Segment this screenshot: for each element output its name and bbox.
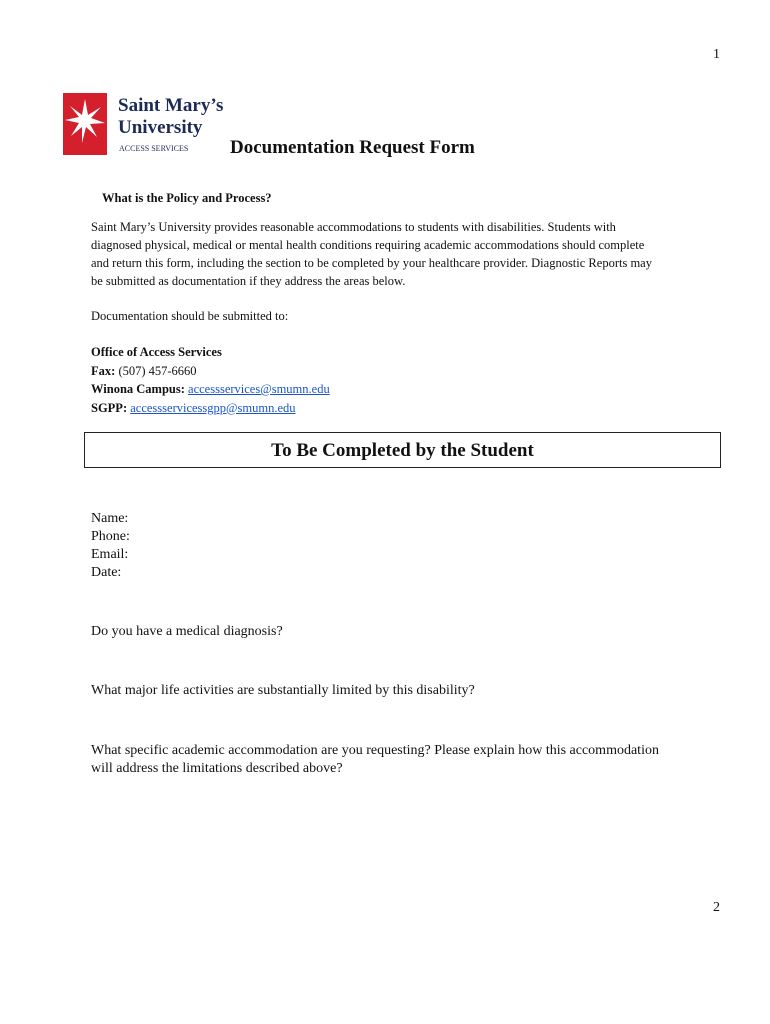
- intro-line: Saint Mary’s University provides reasonable accommodations to students with disabilities. Students with: [91, 220, 616, 234]
- policy-heading: What is the Policy and Process?: [102, 191, 272, 205]
- page-number-bottom: 2: [713, 900, 720, 915]
- email-field-label: Email:: [91, 547, 129, 562]
- fax-label: Fax:: [91, 363, 116, 378]
- winona-label: Winona Campus:: [91, 382, 185, 396]
- page-number-top: 1: [713, 47, 720, 62]
- logo-line-2: University: [118, 117, 203, 138]
- student-section-title: To Be Completed by the Student: [271, 440, 534, 461]
- university-logo: [63, 93, 223, 157]
- question-accommodation-line: What specific academic accommodation are you requesting? Please explain how this accommodation: [91, 743, 659, 758]
- sgpp-email-link[interactable]: accessservicessgpp@smumn.edu: [130, 400, 296, 415]
- question-life-activities: What major life activities are substantially limited by this disability?: [91, 683, 475, 698]
- logo-line-1: Saint Mary’s: [118, 95, 223, 116]
- student-fields: [91, 510, 130, 582]
- intro-line: be submitted as documentation if they address the areas below.: [91, 274, 406, 288]
- winona-email-link[interactable]: accessservices@smumn.edu: [188, 382, 330, 396]
- form-title: Documentation Request Form: [230, 137, 475, 158]
- phone-field-label: Phone:: [91, 529, 130, 544]
- question-diagnosis: Do you have a medical diagnosis?: [91, 624, 283, 639]
- question-accommodation-line: will address the limitations described above?: [91, 761, 343, 776]
- intro-line: and return this form, including the section to be completed by your healthcare provider. Diagnostic Reports may: [91, 256, 652, 270]
- question-accommodation: [91, 742, 731, 778]
- fax-value: (507) 457-6660: [118, 363, 197, 378]
- intro-paragraph: [91, 218, 721, 290]
- contact-block: [91, 343, 330, 417]
- logo-line-3: ACCESS SERVICES: [119, 144, 189, 153]
- submit-to-text: Documentation should be submitted to:: [91, 309, 289, 323]
- student-section-header: [84, 432, 721, 468]
- name-field-label: Name:: [91, 511, 129, 526]
- date-field-label: Date:: [91, 565, 122, 580]
- sgpp-label: SGPP:: [91, 400, 128, 415]
- office-name: Office of Access Services: [91, 345, 222, 359]
- intro-line: diagnosed physical, medical or mental health conditions requiring academic accommodations should complete: [91, 238, 645, 252]
